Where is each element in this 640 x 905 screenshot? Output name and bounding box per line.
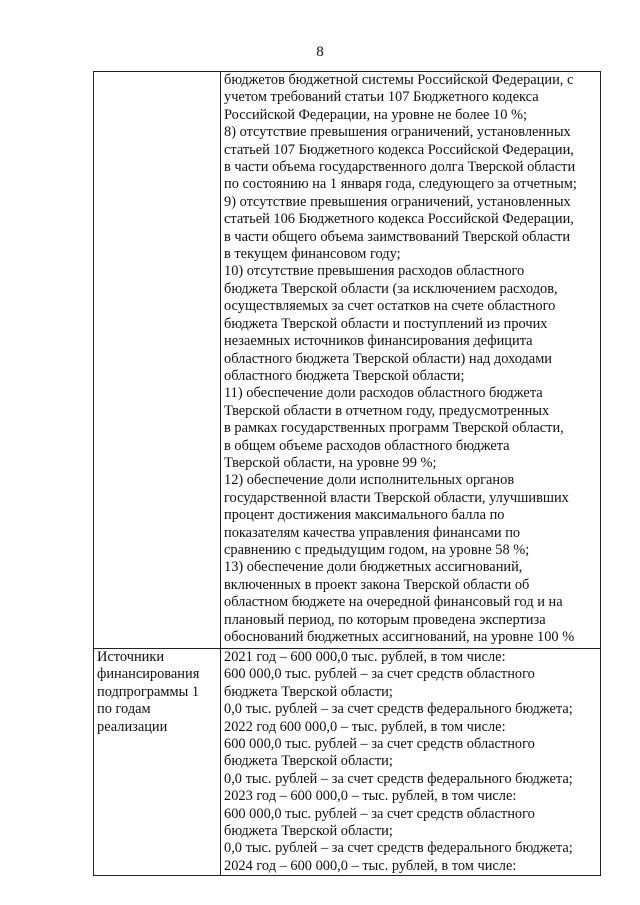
text-line: областном бюджете на очередной финансовый год и на (224, 594, 563, 611)
text-line: государственной власти Тверской области, улучшивших (224, 489, 569, 506)
text-line: бюджета Тверской области; (224, 823, 393, 840)
text-line: 11) обеспечение доли расходов областного бюджета (224, 385, 543, 402)
text-line: сравнению с предыдущим годом, на уровне 58 %; (224, 541, 530, 558)
text-line: Российской Федерации, на уровне не более 10 %; (224, 106, 527, 123)
text-line: 600 000,0 тыс. рублей – за счет средств областного (224, 805, 535, 822)
text-line: по годам (97, 701, 151, 718)
text-line: плановый период, по которым проведена экспертиза (224, 611, 546, 628)
text-line: Тверской области в отчетном году, предусмотренных (224, 402, 550, 419)
table-row (94, 72, 601, 649)
text-line: 2021 год – 600 000,0 тыс. рублей, в том числе: (224, 649, 506, 665)
text-line: Источники (97, 649, 165, 665)
subprogram-passport-table (93, 71, 601, 876)
text-line: 0,0 тыс. рублей – за счет средств федерального бюджета; (224, 701, 573, 718)
text-line: по состоянию на 1 января года, следующего за отчетным; (224, 176, 577, 193)
text-line: учетом требований статьи 107 Бюджетного кодекса (224, 89, 539, 106)
text-line: 8) отсутствие превышения ограничений, установленных (224, 124, 571, 141)
row-label-cell (94, 72, 221, 649)
text-line: в части общего объема заимствований Тверской области (224, 228, 571, 245)
text-line: статьей 107 Бюджетного кодекса Российской Федерации, (224, 141, 574, 158)
text-line: включенных в проект закона Тверской области об (224, 576, 530, 593)
text-line: бюджета Тверской области; (224, 753, 393, 770)
text-line: Тверской области, на уровне 99 %; (224, 454, 437, 471)
text-line: 2022 год 600 000,0 – тыс. рублей, в том числе: (224, 718, 506, 735)
text-line: бюджета Тверской области и поступлений из прочих (224, 315, 548, 332)
text-line: реализации (97, 718, 168, 735)
text-line: 600 000,0 тыс. рублей – за счет средств областного (224, 736, 535, 753)
text-line: 9) отсутствие превышения ограничений, установленных (224, 193, 571, 210)
text-line: областного бюджета Тверской области; (224, 367, 465, 384)
text-line: процент достижения максимального балла по (224, 507, 505, 524)
row-content-cell (221, 72, 601, 649)
text-line: незаемных источников финансирования дефицита (224, 333, 533, 350)
text-line: 0,0 тыс. рублей – за счет средств федерального бюджета; (224, 840, 573, 857)
page-number: 8 (316, 44, 324, 60)
text-line: подпрограммы 1 (97, 683, 200, 700)
text-line: 13) обеспечение доли бюджетных ассигнований, (224, 559, 523, 576)
text-line: 12) обеспечение доли исполнительных органов (224, 472, 515, 489)
text-line: 10) отсутствие превышения расходов областного (224, 263, 525, 280)
text-line: в части объема государственного долга Тверской области (224, 159, 576, 176)
text-line: 2024 год – 600 000,0 – тыс. рублей, в том числе: (224, 857, 517, 874)
table-row (94, 649, 601, 876)
text-line: бюджетов бюджетной системы Российской Федерации, с (224, 72, 574, 88)
text-line: осуществляемых за счет остатков на счете областного (224, 298, 556, 315)
text-line: 600 000,0 тыс. рублей – за счет средств областного (224, 666, 535, 683)
text-line: областного бюджета Тверской области) над доходами (224, 350, 553, 367)
text-line: бюджета Тверской области; (224, 683, 393, 700)
text-line: в общем объеме расходов областного бюджета (224, 437, 510, 454)
row-label-cell (94, 649, 221, 876)
text-line: в текущем финансовом году; (224, 246, 401, 263)
text-line: обоснований бюджетных ассигнований, на уровне 100 % (224, 629, 575, 645)
text-line: 0,0 тыс. рублей – за счет средств федерального бюджета; (224, 770, 573, 787)
text-line: 2023 год – 600 000,0 – тыс. рублей, в том числе: (224, 788, 517, 805)
text-line: статьей 106 Бюджетного кодекса Российской Федерации, (224, 211, 574, 228)
text-line: финансирования (97, 666, 200, 683)
text-line: бюджета Тверской области (за исключением расходов, (224, 280, 558, 297)
row-content-cell (221, 649, 601, 876)
text-line: показателям качества управления финансами по (224, 524, 521, 541)
text-line: в рамках государственных программ Тверской области, (224, 420, 564, 437)
